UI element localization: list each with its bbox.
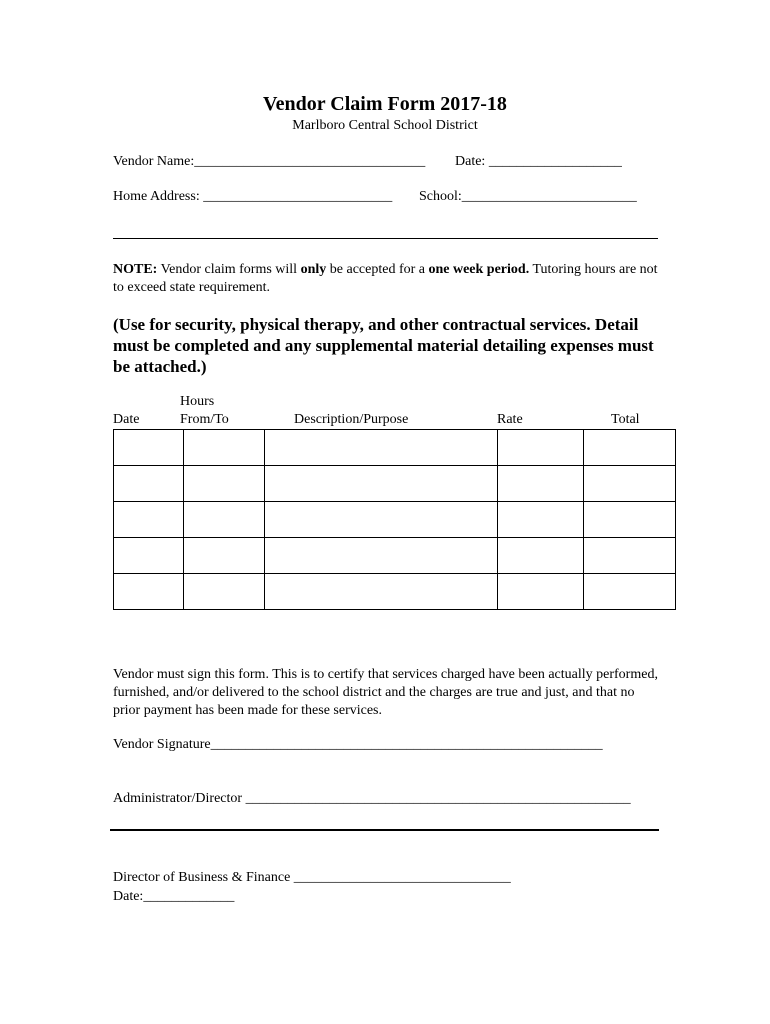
usage-instructions: (Use for security, physical therapy, and other contractual services. Detail must be completed and any supplemental material detailing expenses must be attached.) bbox=[113, 315, 654, 376]
table-cell-description-purpose[interactable] bbox=[265, 430, 498, 466]
address-continuation-line[interactable] bbox=[113, 238, 658, 239]
note-one-week: one week period. bbox=[428, 262, 530, 277]
director-date-field[interactable]: Date:_____________ bbox=[113, 889, 235, 904]
table-row bbox=[114, 502, 676, 538]
vendor-name-field[interactable]: Vendor Name:_________________________________ bbox=[113, 154, 426, 169]
column-header-description: Description/Purpose bbox=[294, 412, 409, 427]
table-cell-rate[interactable] bbox=[498, 538, 584, 574]
note-paragraph bbox=[113, 261, 658, 297]
table-cell-date[interactable] bbox=[114, 574, 184, 610]
table-row bbox=[114, 466, 676, 502]
note-text-1: Vendor claim forms will bbox=[157, 262, 301, 277]
table-cell-date[interactable] bbox=[114, 430, 184, 466]
table-cell-date[interactable] bbox=[114, 502, 184, 538]
column-header-from-to: From/To bbox=[180, 412, 229, 427]
section-divider bbox=[110, 829, 659, 831]
table-row bbox=[114, 430, 676, 466]
column-header-total: Total bbox=[611, 412, 640, 427]
table-cell-description-purpose[interactable] bbox=[265, 538, 498, 574]
table-cell-from-to[interactable] bbox=[184, 430, 265, 466]
home-address-field[interactable]: Home Address: ___________________________ bbox=[113, 189, 393, 204]
column-header-rate: Rate bbox=[497, 412, 523, 427]
table-cell-from-to[interactable] bbox=[184, 574, 265, 610]
table-cell-total[interactable] bbox=[584, 502, 676, 538]
table-cell-rate[interactable] bbox=[498, 574, 584, 610]
date-field[interactable]: Date: ___________________ bbox=[455, 154, 622, 169]
note-text-2: be accepted for a bbox=[326, 262, 429, 277]
table-cell-total[interactable] bbox=[584, 466, 676, 502]
director-finance-field[interactable]: Director of Business & Finance _______________________________ bbox=[113, 870, 511, 885]
claims-table bbox=[113, 429, 676, 610]
note-only: only bbox=[300, 262, 327, 277]
administrator-director-field[interactable]: Administrator/Director _______________________________________________________ bbox=[113, 791, 631, 806]
column-header-date: Date bbox=[113, 412, 140, 427]
district-name: Marlboro Central School District bbox=[292, 118, 478, 133]
table-cell-date[interactable] bbox=[114, 538, 184, 574]
table-cell-total[interactable] bbox=[584, 430, 676, 466]
table-cell-total[interactable] bbox=[584, 574, 676, 610]
table-cell-description-purpose[interactable] bbox=[265, 502, 498, 538]
table-row bbox=[114, 538, 676, 574]
table-cell-from-to[interactable] bbox=[184, 502, 265, 538]
table-cell-rate[interactable] bbox=[498, 430, 584, 466]
table-row bbox=[114, 574, 676, 610]
table-cell-total[interactable] bbox=[584, 538, 676, 574]
note-label: NOTE: bbox=[113, 262, 158, 277]
vendor-signature-field[interactable]: Vendor Signature________________________________________________________ bbox=[113, 737, 603, 752]
form-title: Vendor Claim Form 2017-18 bbox=[263, 93, 507, 115]
table-cell-description-purpose[interactable] bbox=[265, 574, 498, 610]
table-cell-from-to[interactable] bbox=[184, 538, 265, 574]
table-cell-description-purpose[interactable] bbox=[265, 466, 498, 502]
certification-text: Vendor must sign this form. This is to certify that services charged have been actually performed, furnished, and/or delivered to the school district and the charges are true and just, and that no prior payment has been made for these services. bbox=[113, 667, 658, 718]
hours-header: Hours bbox=[180, 394, 215, 409]
table-cell-rate[interactable] bbox=[498, 502, 584, 538]
table-cell-from-to[interactable] bbox=[184, 466, 265, 502]
table-cell-rate[interactable] bbox=[498, 466, 584, 502]
school-field[interactable]: School:_________________________ bbox=[419, 189, 637, 204]
table-cell-date[interactable] bbox=[114, 466, 184, 502]
note-text-3: Tutoring hours are not to exceed state requirement. bbox=[113, 262, 658, 295]
